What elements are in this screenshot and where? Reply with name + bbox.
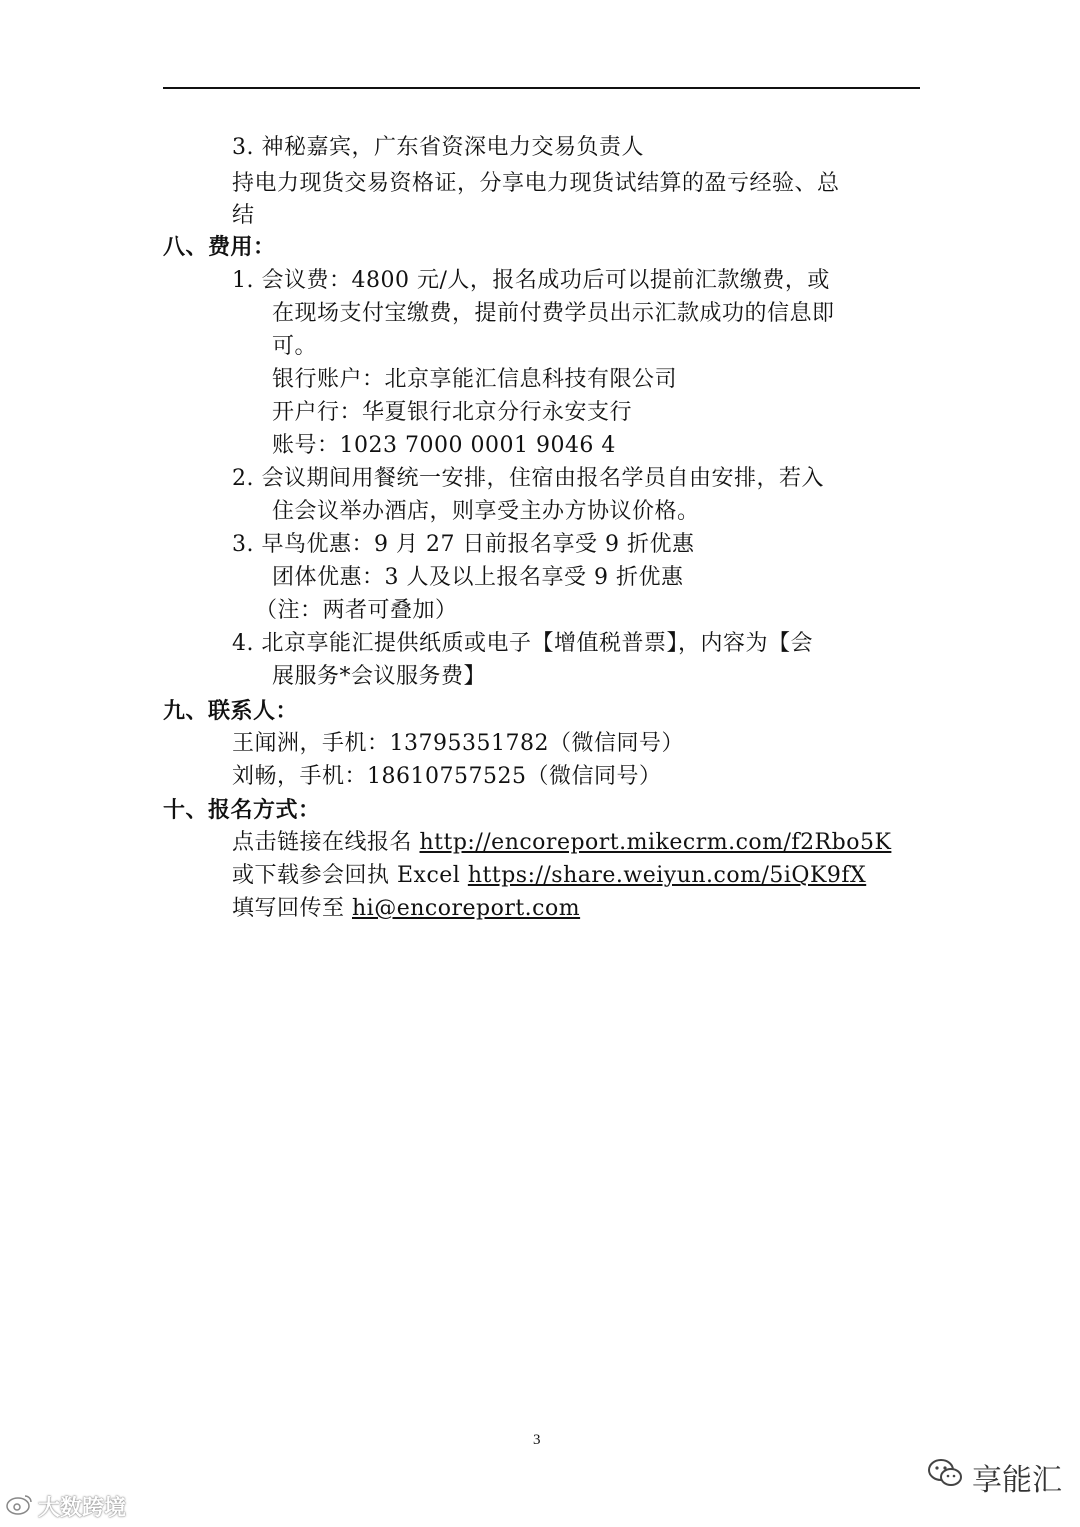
download-excel-row bbox=[232, 861, 866, 891]
page-number: 3 bbox=[533, 1432, 541, 1448]
fee-item-4-line-1: 4. 北京享能汇提供纸质或电子【增值税普票】，内容为【会 bbox=[232, 631, 813, 656]
download-excel-label: 或下载参会回执 Excel bbox=[232, 863, 468, 888]
guest-3-desc-line-1: 持电力现货交易资格证，分享电力现货试结算的盈亏经验、总 bbox=[232, 171, 840, 196]
email-return-label: 填写回传至 bbox=[232, 896, 352, 921]
guest-3-line: 3. 神秘嘉宾，广东省资深电力交易负责人 bbox=[232, 135, 644, 160]
watermark-right-text: 享能汇 bbox=[972, 1463, 1062, 1498]
guest-3-desc-line-2: 结 bbox=[232, 203, 255, 228]
fee-item-2-line-1: 2. 会议期间用餐统一安排，住宿由报名学员自由安排，若入 bbox=[232, 466, 824, 491]
section-10-heading: 十、报名方式： bbox=[163, 797, 321, 823]
contact-2: 刘畅，手机：18610757525（微信同号） bbox=[232, 764, 662, 789]
fee-item-1-line-1: 1. 会议费：4800 元/人，报名成功后可以提前汇款缴费，或 bbox=[232, 268, 830, 293]
watermark-left-text: 大数跨境 bbox=[38, 1496, 127, 1521]
fee-item-3-note: （注：两者可叠加） bbox=[255, 598, 458, 623]
fee-item-1-line-2: 在现场支付宝缴费，提前付费学员出示汇款成功的信息即 bbox=[272, 301, 835, 326]
register-online-label: 点击链接在线报名 bbox=[232, 830, 420, 855]
email-link[interactable]: hi@encoreport.com bbox=[352, 896, 581, 921]
bank-account-number: 账号：1023 7000 0001 9046 4 bbox=[272, 433, 616, 458]
watermark-left bbox=[6, 1491, 126, 1522]
email-return-row bbox=[232, 894, 580, 924]
contact-1: 王闻洲，手机：13795351782（微信同号） bbox=[232, 731, 684, 756]
fee-item-1-line-3: 可。 bbox=[272, 334, 318, 359]
fee-item-4-line-2: 展服务*会议服务费】 bbox=[272, 664, 487, 689]
register-online-link[interactable]: http://encoreport.mikecrm.com/f2Rbo5K bbox=[419, 830, 892, 855]
fee-item-3-line-2: 团体优惠：3 人及以上报名享受 9 折优惠 bbox=[272, 565, 684, 590]
bank-account-name: 银行账户：北京享能汇信息科技有限公司 bbox=[272, 367, 678, 392]
header-rule bbox=[163, 87, 920, 89]
section-8-heading: 八、费用： bbox=[163, 234, 276, 260]
weibo-logo-icon bbox=[6, 1493, 34, 1521]
fee-item-3-line-1: 3. 早鸟优惠：9 月 27 日前报名享受 9 折优惠 bbox=[232, 532, 695, 557]
download-excel-link[interactable]: https://share.weiyun.com/5iQK9fX bbox=[467, 863, 867, 888]
section-9-heading: 九、联系人： bbox=[163, 698, 299, 724]
watermark-right bbox=[926, 1455, 1062, 1499]
register-online-row bbox=[232, 828, 891, 858]
fee-item-2-line-2: 住会议举办酒店，则享受主办方协议价格。 bbox=[272, 499, 700, 524]
bank-branch: 开户行：华夏银行北京分行永安支行 bbox=[272, 400, 633, 425]
wechat-logo-icon bbox=[926, 1457, 964, 1497]
